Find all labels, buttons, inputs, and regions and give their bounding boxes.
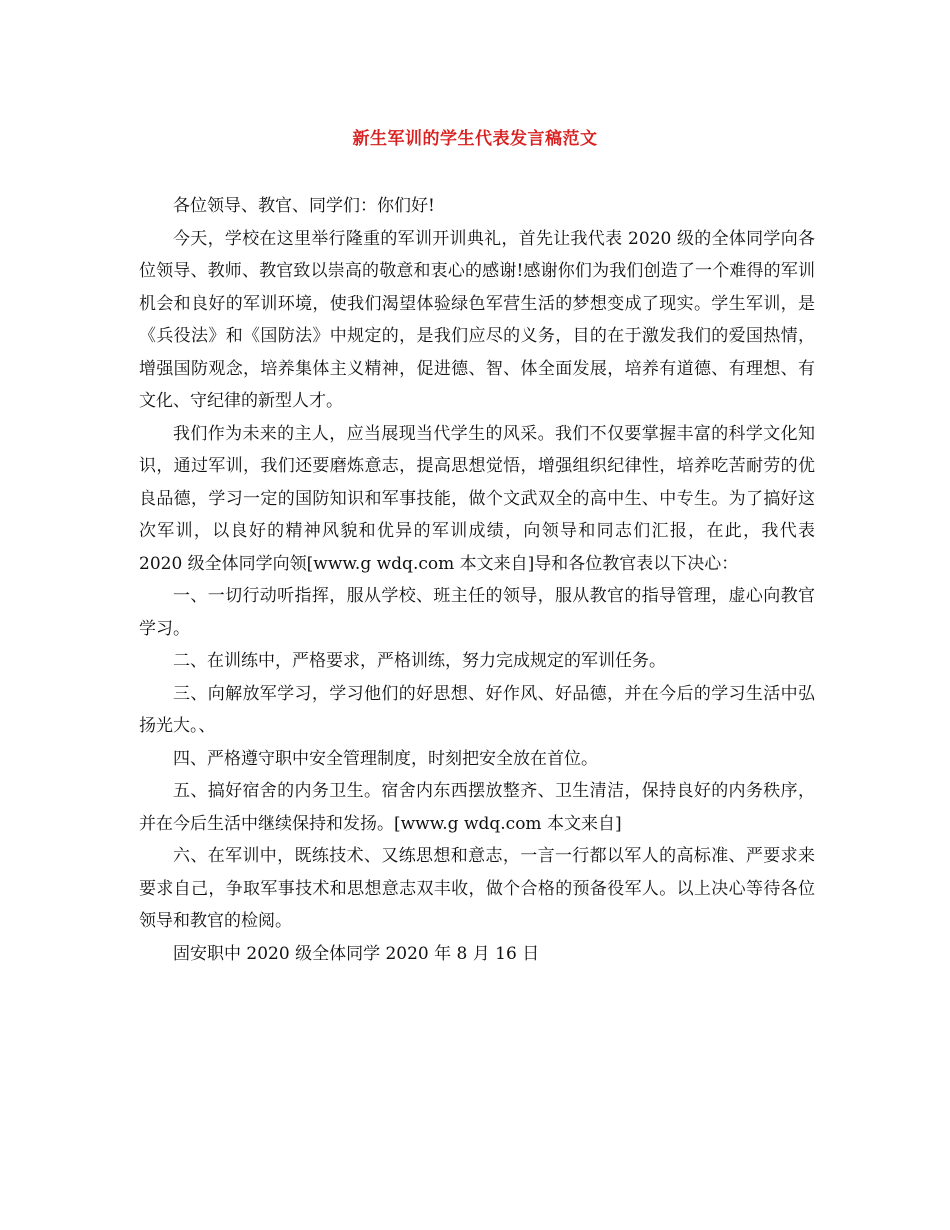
document-body (139, 190, 815, 970)
pledge-item-4: 四、严格遵守职中安全管理制度，时刻把安全放在首位。 (173, 748, 598, 769)
pledge-item-6: 六、在军训中，既练技术、又练思想和意志，一言一行都以军人的高标准、严要求来要求自己，争取军事技术和思想意志双丰收，做个合格的预备役军人。以上决心等待各位领导和教官的检阅。 (139, 846, 815, 931)
opening-paragraph: 今天，学校在这里举行隆重的军训开训典礼，首先让我代表 2020 级的全体同学向各位领导、教师、教官致以崇高的敬意和衷心的感谢!感谢你们为我们创造了一个难得的军训机会和良好的军训环境，使我们渴望体验绿色军营生活的梦想变成了现实。学生军训，是《兵役法》和《国防法》中规定的，是我们应尽的义务，目的在于激发我们的爱国热情，增强国防观念，培养集体主义精神，促进德、智、体全面发展，培养有道德、有理想、有文化、守纪律的新型人才。 (139, 228, 815, 411)
greeting-paragraph: 各位领导、教官、同学们：你们好! (173, 196, 435, 216)
pledge-intro-paragraph: 我们作为未来的主人，应当展现当代学生的风采。我们不仅要掌握丰富的科学文化知识，通过军训，我们还要磨炼意志，提高思想觉悟，增强组织纪律性，培养吃苦耐劳的优良品德，学习一定的国防知识和军事技能，做个文武双全的高中生、中专生。为了搞好这次军训，以良好的精神风貌和优异的军训成绩，向领导和同志们汇报，在此，我代表 2020 级全体同学向领[www.g wdq.com 本文来自]导和各位教官表以下决心： (139, 423, 815, 574)
signature-line: 固安职中 2020 级全体同学 2020 年 8 月 16 日 (173, 943, 540, 964)
pledge-item-3: 三、向解放军学习，学习他们的好思想、好作风、好品德，并在今后的学习生活中弘扬光大。、 (139, 683, 815, 736)
pledge-item-1: 一、一切行动听指挥，服从学校、班主任的领导，服从教官的指导管理，虚心向教官学习。 (139, 586, 815, 639)
pledge-item-5: 五、搞好宿舍的内务卫生。宿舍内东西摆放整齐、卫生清洁，保持良好的内务秩序，并在今后生活中继续保持和发扬。[www.g wdq.com 本文来自] (139, 781, 815, 834)
pledge-item-2: 二、在训练中，严格要求，严格训练，努力完成规定的军训任务。 (173, 651, 666, 671)
document-title: 新生军训的学生代表发言稿范文 (352, 129, 598, 149)
